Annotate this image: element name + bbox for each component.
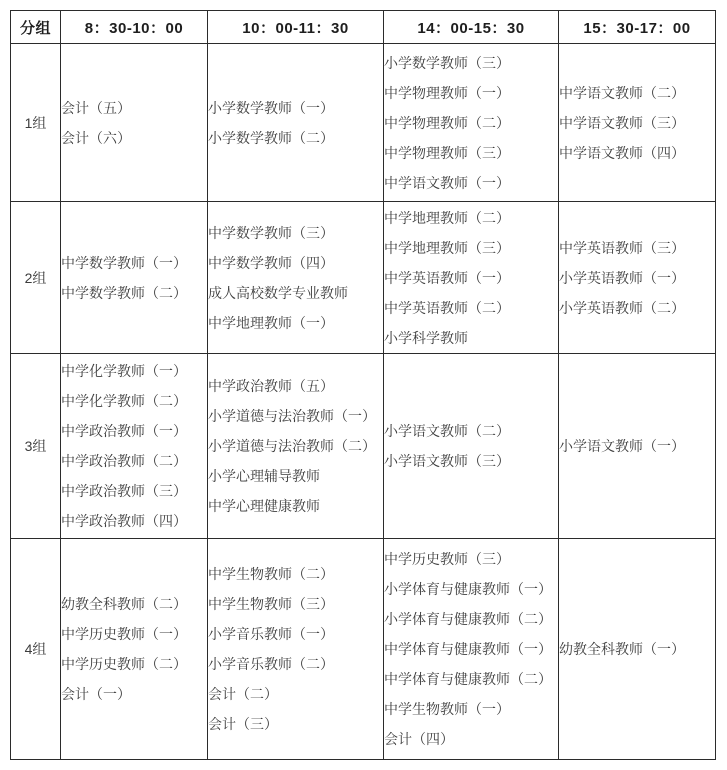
session-item: 中学体育与健康教师（一） — [384, 641, 552, 657]
session-item: 中学英语教师（二） — [384, 299, 510, 316]
session-item: 小学科学教师 — [384, 329, 468, 346]
slot-cell — [559, 539, 716, 760]
session-item: 中学政治教师（五） — [208, 378, 334, 394]
group-row-4 — [11, 539, 716, 760]
session-item: 中学物理教师（一） — [384, 84, 510, 101]
slot-cell — [384, 354, 559, 539]
session-item: 幼教全科教师（一） — [559, 641, 685, 657]
group-row-3 — [11, 354, 716, 539]
header-timeslot-4: 15：30-17：00 — [559, 11, 716, 44]
session-item: 中学地理教师（三） — [384, 239, 510, 256]
session-item: 小学道德与法治教师（一） — [208, 408, 376, 424]
session-item: 会计（五） — [61, 99, 131, 116]
session-item: 小学英语教师（一） — [559, 269, 685, 286]
session-item: 中学化学教师（二） — [61, 393, 187, 409]
session-item: 会计（一） — [61, 686, 131, 702]
session-item: 中学生物教师（一） — [384, 701, 510, 717]
slot-cell — [384, 202, 559, 354]
slot-cell — [61, 354, 208, 539]
session-item: 中学数学教师（二） — [61, 284, 187, 301]
slot-cell — [559, 202, 716, 354]
slot-cell — [208, 354, 384, 539]
session-item: 中学历史教师（二） — [61, 656, 187, 672]
session-item: 小学数学教师（二） — [208, 129, 334, 146]
session-item: 会计（三） — [208, 716, 278, 732]
session-item: 中学地理教师（一） — [208, 314, 334, 331]
session-item: 会计（六） — [61, 129, 131, 146]
session-item: 中学生物教师（二） — [208, 566, 334, 582]
group-label-cell: 3组 — [11, 354, 61, 539]
session-item: 中学历史教师（三） — [384, 551, 510, 567]
session-item: 中学政治教师（三） — [61, 483, 187, 499]
session-item: 成人高校数学专业教师 — [208, 284, 348, 301]
slot-cell — [61, 539, 208, 760]
group-label-cell: 2组 — [11, 202, 61, 354]
session-item: 小学体育与健康教师（一） — [384, 581, 552, 597]
session-item: 中学体育与健康教师（二） — [384, 671, 552, 687]
session-item: 中学心理健康教师 — [208, 498, 320, 514]
slot-cell — [384, 44, 559, 202]
slot-cell — [384, 539, 559, 760]
group-label-cell: 1组 — [11, 44, 61, 202]
session-item: 小学数学教师（三） — [384, 54, 510, 71]
session-item: 小学数学教师（一） — [208, 99, 334, 116]
session-item: 小学语文教师（二） — [384, 423, 510, 439]
session-item: 中学数学教师（三） — [208, 224, 334, 241]
session-item: 小学体育与健康教师（二） — [384, 611, 552, 627]
session-item: 小学音乐教师（二） — [208, 656, 334, 672]
session-item: 中学语文教师（三） — [559, 114, 685, 131]
session-item: 小学道德与法治教师（二） — [208, 438, 376, 454]
header-timeslot-2: 10：00-11：30 — [208, 11, 384, 44]
session-item: 中学政治教师（四） — [61, 513, 187, 529]
header-group: 分组 — [11, 11, 61, 44]
slot-cell — [61, 202, 208, 354]
slot-cell — [208, 539, 384, 760]
header-row — [11, 11, 716, 44]
session-item: 小学心理辅导教师 — [208, 468, 320, 484]
group-row-2 — [11, 202, 716, 354]
slot-cell — [61, 44, 208, 202]
session-item: 中学物理教师（二） — [384, 114, 510, 131]
group-label-cell: 4组 — [11, 539, 61, 760]
session-item: 中学历史教师（一） — [61, 626, 187, 642]
group-row-1 — [11, 44, 716, 202]
session-item: 小学英语教师（二） — [559, 299, 685, 316]
session-item: 中学语文教师（二） — [559, 84, 685, 101]
slot-cell — [559, 354, 716, 539]
session-item: 会计（二） — [208, 686, 278, 702]
session-item: 中学数学教师（四） — [208, 254, 334, 271]
session-item: 幼教全科教师（二） — [61, 596, 187, 612]
session-item: 小学语文教师（三） — [384, 453, 510, 469]
session-item: 中学生物教师（三） — [208, 596, 334, 612]
session-item: 中学语文教师（四） — [559, 144, 685, 161]
session-item: 中学英语教师（三） — [559, 239, 685, 256]
session-item: 中学物理教师（三） — [384, 144, 510, 161]
session-item: 小学音乐教师（一） — [208, 626, 334, 642]
header-timeslot-1: 8：30-10：00 — [61, 11, 208, 44]
schedule-table — [10, 10, 716, 760]
slot-cell — [559, 44, 716, 202]
slot-cell — [208, 44, 384, 202]
session-item: 中学化学教师（一） — [61, 363, 187, 379]
header-timeslot-3: 14：00-15：30 — [384, 11, 559, 44]
session-item: 会计（四） — [384, 731, 454, 747]
session-item: 中学政治教师（一） — [61, 423, 187, 439]
session-item: 中学地理教师（二） — [384, 209, 510, 226]
slot-cell — [208, 202, 384, 354]
session-item: 中学数学教师（一） — [61, 254, 187, 271]
session-item: 小学语文教师（一） — [559, 438, 685, 454]
session-item: 中学政治教师（二） — [61, 453, 187, 469]
session-item: 中学英语教师（一） — [384, 269, 510, 286]
session-item: 中学语文教师（一） — [384, 174, 510, 191]
